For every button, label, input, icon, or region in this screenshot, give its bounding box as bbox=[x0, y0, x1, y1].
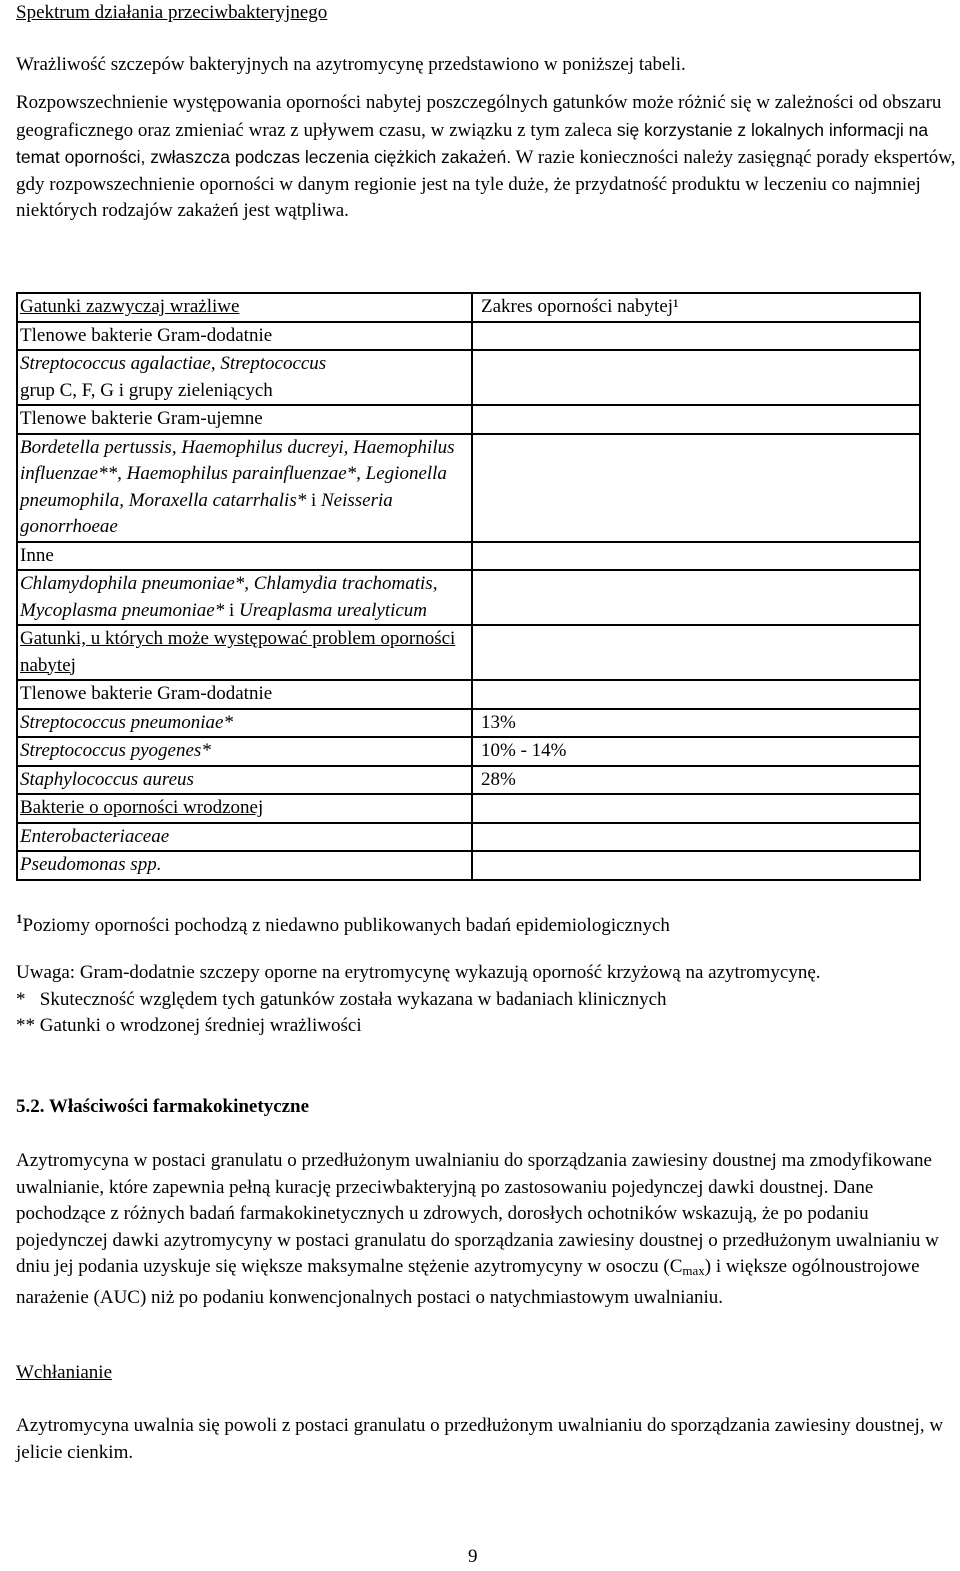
empty-cell bbox=[472, 350, 920, 405]
table-row bbox=[17, 851, 920, 880]
table-row bbox=[17, 766, 920, 795]
note-double-star: ** Gatunki o wrodzonej średniej wrażliwości bbox=[16, 1015, 362, 1036]
species-groups: grup C, F, G i grupy zieleniących bbox=[20, 379, 273, 401]
table-row bbox=[17, 542, 920, 571]
table-row bbox=[17, 405, 920, 434]
resistance-group-title: Tlenowe bakterie Gram-dodatnie bbox=[17, 680, 472, 709]
footnote-marker: 1 bbox=[16, 911, 23, 926]
resistance-paragraph-part2: się korzystanie z lokalnych informacji na temat oporności, zwłaszcza podczas leczenia ciężkich zakażeń. bbox=[16, 119, 929, 167]
note-single-star: * Skuteczność względem tych gatunków została wykazana w badaniach klinicznych bbox=[16, 988, 667, 1010]
species-name: Streptococcus bbox=[220, 353, 327, 374]
intro-sentence: Wrażliwość szczepów bakteryjnych na azytromycynę przedstawiono w poniższej tabeli. bbox=[16, 54, 686, 75]
empty-cell bbox=[472, 794, 920, 823]
empty-cell bbox=[472, 851, 920, 880]
conjunction: i bbox=[224, 599, 239, 621]
header-susceptible-species: Gatunki zazwyczaj wrażliwe bbox=[17, 293, 472, 322]
pk-heading: 5.2. Właściwości farmakokinetyczne bbox=[16, 1096, 310, 1117]
species-list: Chlamydophila pneumoniae*, Chlamydia trachomatis, Mycoplasma pneumoniae* bbox=[20, 573, 438, 621]
resistance-species: Streptococcus pyogenes* bbox=[17, 737, 472, 766]
intrinsic-header: Bakterie o oporności wrodzonej bbox=[17, 794, 472, 823]
empty-cell bbox=[472, 434, 920, 542]
table-row bbox=[17, 625, 920, 680]
empty-cell bbox=[472, 542, 920, 571]
empty-cell bbox=[472, 322, 920, 351]
footnote-text: Poziomy oporności pochodzą z niedawno publikowanych badań epidemiologicznych bbox=[22, 915, 670, 936]
table-header-row bbox=[17, 293, 920, 322]
resistance-paragraph bbox=[16, 90, 960, 225]
empty-cell bbox=[472, 625, 920, 680]
note-cross-resistance: Uwaga: Gram-dodatnie szczepy oporne na erytromycynę wykazują oporność krzyżową na azytromycynę. bbox=[16, 962, 821, 983]
table-row bbox=[17, 570, 920, 625]
resistance-value: 13% bbox=[472, 709, 920, 738]
group3-species bbox=[17, 570, 472, 625]
page-number: 9 bbox=[468, 1546, 478, 1567]
group2-species bbox=[17, 434, 472, 542]
group1-title: Tlenowe bakterie Gram-dodatnie bbox=[17, 322, 472, 351]
resistance-value: 10% - 14% bbox=[472, 737, 920, 766]
absorption-paragraph: Azytromycyna uwalnia się powoli z postaci granulatu o przedłużonym uwalnianiu do sporządzania zawiesiny doustnej, w jelicie cienkim. bbox=[16, 1415, 944, 1463]
group2-title: Tlenowe bakterie Gram-ujemne bbox=[17, 405, 472, 434]
table-footnote bbox=[16, 906, 670, 940]
table-row bbox=[17, 434, 920, 542]
pk-paragraph-part2: ) i większe ogólnoustrojowe narażenie (AUC) niż po podaniu konwencjonalnych postaci o natychmiastowym uwalnianiu. bbox=[16, 1256, 920, 1308]
notes-block bbox=[16, 960, 916, 1040]
empty-cell bbox=[472, 823, 920, 852]
resistance-species: Staphylococcus aureus bbox=[17, 766, 472, 795]
group1-species bbox=[17, 350, 472, 405]
table-row bbox=[17, 350, 920, 405]
table-row bbox=[17, 322, 920, 351]
species-list: Bordetella pertussis, Haemophilus ducreyi, Haemophilus influenzae**, Haemophilus parainfluenzae*, Legionella pneumophila, Moraxella catarrhalis* bbox=[20, 436, 455, 511]
empty-cell bbox=[472, 570, 920, 625]
resistance-value: 28% bbox=[472, 766, 920, 795]
species-name: Streptococcus agalactiae bbox=[20, 353, 211, 374]
table-row bbox=[17, 709, 920, 738]
intrinsic-species: Pseudomonas spp. bbox=[17, 851, 472, 880]
table-row bbox=[17, 823, 920, 852]
empty-cell bbox=[472, 680, 920, 709]
susceptibility-table bbox=[16, 292, 921, 881]
species-name: Neisseria gonorrhoeae bbox=[20, 489, 393, 537]
section-heading: Spektrum działania przeciwbakteryjnego bbox=[16, 2, 328, 23]
intrinsic-species: Enterobacteriaceae bbox=[17, 823, 472, 852]
cmax-subscript: max bbox=[682, 1263, 705, 1278]
pk-paragraph bbox=[16, 1148, 960, 1311]
resistance-paragraph-part3: W razie konieczności należy zasięgnąć porady ekspertów, gdy rozpowszechnienie oporności w danym regionie jest na tyle duże, że przydatność produktu w leczeniu co najmniej niektórych rodzajów zakażeń jest wątpliwa. bbox=[16, 147, 956, 221]
resistance-species: Streptococcus pneumoniae* bbox=[17, 709, 472, 738]
conjunction: i bbox=[306, 489, 321, 511]
header-resistance-range: Zakres oporności nabytej¹ bbox=[472, 293, 920, 322]
absorption-heading: Wchłanianie bbox=[16, 1362, 113, 1383]
table-row bbox=[17, 737, 920, 766]
resistance-paragraph-part1: Rozpowszechnienie występowania oporności nabytej poszczególnych gatunków może różnić się w zależności od obszaru geograficznego oraz zmieniać wraz z upływem czasu, w związku z tym zaleca bbox=[16, 92, 942, 141]
group3-title: Inne bbox=[17, 542, 472, 571]
empty-cell bbox=[472, 405, 920, 434]
resistance-header: Gatunki, u których może występować problem oporności nabytej bbox=[17, 625, 472, 680]
table-row bbox=[17, 794, 920, 823]
pk-paragraph-part1: Azytromycyna w postaci granulatu o przedłużonym uwalnianiu do sporządzania zawiesiny doustnej ma zmodyfikowane uwalnianie, które zapewnia pełną kurację przeciwbakteryjną po zastosowaniu pojedynczej dawki doustnej. Dane pochodzące z różnych badań farmakokinetycznych u zdrowych, dorosłych ochotników wskazują, że po podaniu pojedynczej dawki azytromycyny w postaci granulatu do sporządzania zawiesiny doustnej o przedłużonym uwalnianiu w dniu jej podania uzyskuje się większe maksymalne stężenie azytromycyny w osoczu (C bbox=[16, 1150, 939, 1277]
separator: , bbox=[210, 353, 221, 374]
table-row bbox=[17, 680, 920, 709]
species-name: Ureaplasma urealyticum bbox=[239, 599, 428, 621]
